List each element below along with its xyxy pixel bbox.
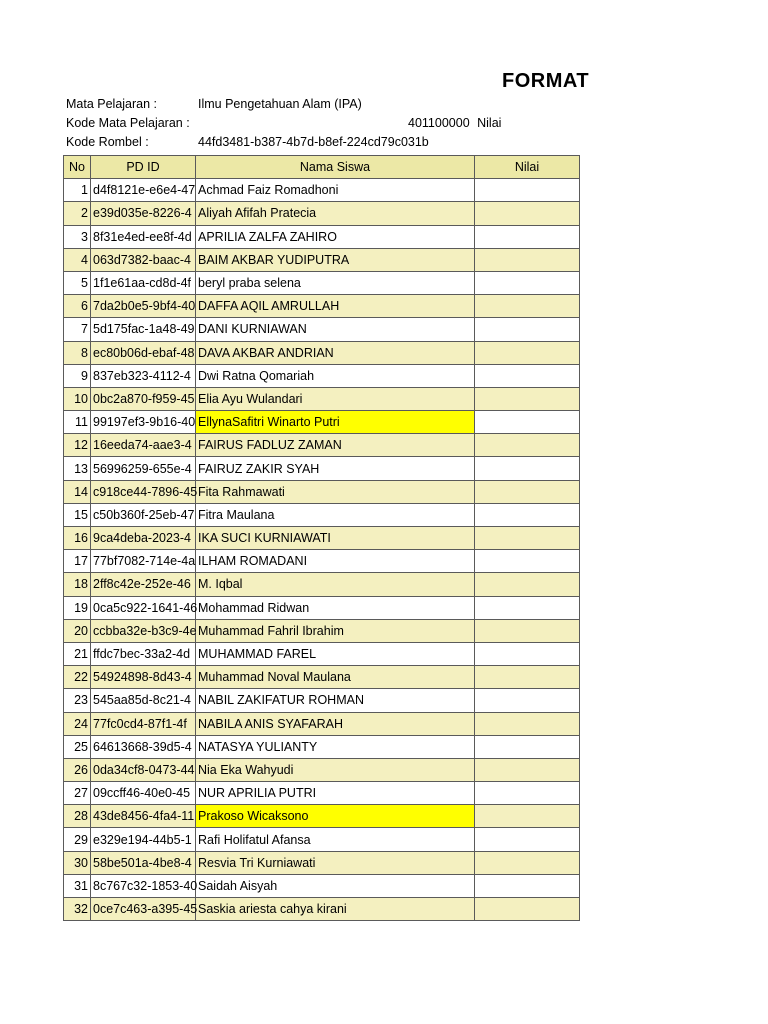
cell-nilai[interactable] [475,596,580,619]
cell-nilai[interactable] [475,874,580,897]
table-row [64,805,580,828]
cell-pd-id[interactable]: 0da34cf8-0473-44 [91,758,196,781]
cell-nama-siswa[interactable]: DAFFA AQIL AMRULLAH [196,295,475,318]
cell-nilai[interactable] [475,527,580,550]
table-row [64,851,580,874]
cell-nama-siswa[interactable]: NUR APRILIA PUTRI [196,782,475,805]
cell-nama-siswa[interactable]: FAIRUS FADLUZ ZAMAN [196,434,475,457]
table-row [64,248,580,271]
cell-pd-id[interactable]: 43de8456-4fa4-11 [91,805,196,828]
cell-no[interactable]: 23 [64,689,91,712]
cell-nama-siswa[interactable]: DAVA AKBAR ANDRIAN [196,341,475,364]
cell-nama-siswa[interactable]: Fitra Maulana [196,503,475,526]
cell-no[interactable]: 1 [64,179,91,202]
cell-pd-id[interactable]: 7da2b0e5-9bf4-40 [91,295,196,318]
cell-no[interactable]: 20 [64,619,91,642]
cell-pd-id[interactable]: c918ce44-7896-45 [91,480,196,503]
table-row [64,503,580,526]
page-title: FORMAT [502,70,590,92]
table-row [64,689,580,712]
cell-nama-siswa[interactable]: Nia Eka Wahyudi [196,758,475,781]
table-row [64,758,580,781]
cell-nama-siswa[interactable]: NABIL ZAKIFATUR ROHMAN [196,689,475,712]
cell-pd-id[interactable]: 1f1e61aa-cd8d-4f [91,271,196,294]
cell-nama-siswa[interactable]: NABILA ANIS SYAFARAH [196,712,475,735]
cell-pd-id[interactable]: 9ca4deba-2023-4 [91,527,196,550]
cell-no[interactable]: 22 [64,666,91,689]
table-header-row [64,156,580,179]
cell-nilai[interactable] [475,735,580,758]
cell-pd-id[interactable]: 56996259-655e-4 [91,457,196,480]
cell-nilai[interactable] [475,318,580,341]
rombel-label: Kode Rombel : [66,135,149,149]
cell-pd-id[interactable]: 77bf7082-714e-4a [91,550,196,573]
cell-nilai[interactable] [475,295,580,318]
table-row [64,666,580,689]
cell-nilai[interactable] [475,411,580,434]
cell-no[interactable]: 18 [64,573,91,596]
cell-no[interactable]: 32 [64,898,91,921]
cell-no[interactable]: 3 [64,225,91,248]
subject-code-value[interactable] [408,114,501,133]
cell-pd-id[interactable]: 77fc0cd4-87f1-4f [91,712,196,735]
cell-no[interactable]: 31 [64,874,91,897]
cell-no[interactable]: 12 [64,434,91,457]
cell-no[interactable]: 27 [64,782,91,805]
table-row [64,179,580,202]
cell-nama-siswa[interactable]: Rafi Holifatul Afansa [196,828,475,851]
subject-code-number: 401100000 [408,116,470,130]
cell-nama-siswa[interactable]: Dwi Ratna Qomariah [196,364,475,387]
cell-no[interactable]: 9 [64,364,91,387]
cell-pd-id[interactable]: 545aa85d-8c21-4 [91,689,196,712]
cell-nilai[interactable] [475,758,580,781]
cell-nilai[interactable] [475,503,580,526]
subject-label: Mata Pelajaran : [66,97,158,111]
cell-pd-id[interactable]: c50b360f-25eb-47 [91,503,196,526]
cell-no[interactable]: 4 [64,248,91,271]
table-row [64,271,580,294]
cell-pd-id[interactable]: e329e194-44b5-1 [91,828,196,851]
table-row [64,295,580,318]
cell-nilai[interactable] [475,619,580,642]
table-row [64,712,580,735]
cell-pd-id[interactable]: 16eeda74-aae3-4 [91,434,196,457]
cell-nilai[interactable] [475,805,580,828]
table-row [64,573,580,596]
header-pd-id[interactable]: PD ID [91,156,196,179]
cell-nilai[interactable] [475,666,580,689]
cell-nama-siswa[interactable]: Achmad Faiz Romadhoni [196,179,475,202]
cell-pd-id[interactable]: 8c767c32-1853-40 [91,874,196,897]
cell-nama-siswa[interactable]: DANI KURNIAWAN [196,318,475,341]
rombel-value[interactable]: 44fd3481-b387-4b7d-b8ef-224cd79c031b [198,135,429,149]
cell-nilai[interactable] [475,782,580,805]
cell-nilai[interactable] [475,341,580,364]
cell-nama-siswa[interactable]: APRILIA ZALFA ZAHIRO [196,225,475,248]
cell-no[interactable]: 30 [64,851,91,874]
cell-nama-siswa[interactable]: Resvia Tri Kurniawati [196,851,475,874]
table-row [64,828,580,851]
cell-no[interactable]: 14 [64,480,91,503]
cell-nama-siswa[interactable]: MUHAMMAD FAREL [196,642,475,665]
table-row [64,434,580,457]
cell-nilai[interactable] [475,387,580,410]
cell-no[interactable]: 7 [64,318,91,341]
cell-no[interactable]: 16 [64,527,91,550]
cell-nilai[interactable] [475,898,580,921]
table-row [64,411,580,434]
cell-nilai[interactable] [475,550,580,573]
cell-nilai[interactable] [475,457,580,480]
cell-nama-siswa[interactable]: beryl praba selena [196,271,475,294]
cell-nama-siswa[interactable]: FAIRUZ ZAKIR SYAH [196,457,475,480]
cell-nama-siswa[interactable]: Muhammad Noval Maulana [196,666,475,689]
cell-nama-siswa[interactable]: Elia Ayu Wulandari [196,387,475,410]
subject-value[interactable]: Ilmu Pengetahuan Alam (IPA) [198,97,362,111]
cell-nama-siswa[interactable]: Fita Rahmawati [196,480,475,503]
cell-nilai[interactable] [475,828,580,851]
cell-nilai[interactable] [475,712,580,735]
table-row [64,225,580,248]
cell-pd-id[interactable]: 063d7382-baac-4 [91,248,196,271]
table-row [64,898,580,921]
table-row [64,457,580,480]
cell-pd-id[interactable]: 837eb323-4112-4 [91,364,196,387]
cell-nilai[interactable] [475,480,580,503]
cell-nama-siswa[interactable]: Muhammad Fahril Ibrahim [196,619,475,642]
cell-nama-siswa[interactable]: EllynaSafitri Winarto Putri [196,411,475,434]
cell-nilai[interactable] [475,248,580,271]
cell-no[interactable]: 29 [64,828,91,851]
table-row [64,527,580,550]
cell-pd-id[interactable]: 8f31e4ed-ee8f-4d [91,225,196,248]
cell-nama-siswa[interactable]: IKA SUCI KURNIAWATI [196,527,475,550]
grades-table [63,155,580,921]
cell-no[interactable]: 21 [64,642,91,665]
cell-no[interactable]: 17 [64,550,91,573]
table-row [64,550,580,573]
cell-no[interactable]: 2 [64,202,91,225]
table-row [64,596,580,619]
header-nilai[interactable]: Nilai [475,156,580,179]
table-row [64,619,580,642]
cell-no[interactable]: 6 [64,295,91,318]
cell-pd-id[interactable]: ccbba32e-b3c9-4e [91,619,196,642]
cell-no[interactable]: 15 [64,503,91,526]
table-row [64,782,580,805]
cell-nilai[interactable] [475,271,580,294]
cell-nama-siswa[interactable]: Saskia ariesta cahya kirani [196,898,475,921]
table-row [64,341,580,364]
cell-pd-id[interactable]: ec80b06d-ebaf-48 [91,341,196,364]
cell-nama-siswa[interactable]: Saidah Aisyah [196,874,475,897]
cell-nilai[interactable] [475,689,580,712]
cell-pd-id[interactable]: 99197ef3-9b16-40 [91,411,196,434]
cell-pd-id[interactable]: 64613668-39d5-4 [91,735,196,758]
table-row [64,874,580,897]
cell-pd-id[interactable]: ffdc7bec-33a2-4d [91,642,196,665]
cell-nama-siswa[interactable]: NATASYA YULIANTY [196,735,475,758]
table-row [64,735,580,758]
table-row [64,480,580,503]
cell-no[interactable]: 24 [64,712,91,735]
header-no[interactable]: No [64,156,91,179]
table-row [64,202,580,225]
nilai-label: Nilai [477,116,502,130]
cell-nilai[interactable] [475,851,580,874]
cell-pd-id[interactable]: d4f8121e-e6e4-47 [91,179,196,202]
cell-no[interactable]: 19 [64,596,91,619]
cell-no[interactable]: 10 [64,387,91,410]
cell-no[interactable]: 28 [64,805,91,828]
cell-pd-id[interactable]: 0bc2a870-f959-45 [91,387,196,410]
cell-no[interactable]: 25 [64,735,91,758]
cell-nilai[interactable] [475,642,580,665]
cell-pd-id[interactable]: e39d035e-8226-4 [91,202,196,225]
cell-no[interactable]: 13 [64,457,91,480]
cell-pd-id[interactable]: 2ff8c42e-252e-46 [91,573,196,596]
cell-nilai[interactable] [475,434,580,457]
cell-nilai[interactable] [475,202,580,225]
subject-code-label: Kode Mata Pelajaran : [66,116,190,130]
cell-nilai[interactable] [475,364,580,387]
cell-nama-siswa[interactable]: ILHAM ROMADANI [196,550,475,573]
cell-no[interactable]: 5 [64,271,91,294]
cell-nama-siswa[interactable]: BAIM AKBAR YUDIPUTRA [196,248,475,271]
cell-nilai[interactable] [475,573,580,596]
cell-pd-id[interactable]: 09ccff46-40e0-45 [91,782,196,805]
cell-pd-id[interactable]: 0ca5c922-1641-46 [91,596,196,619]
cell-pd-id[interactable]: 58be501a-4be8-4 [91,851,196,874]
table-row [64,387,580,410]
table-row [64,364,580,387]
cell-no[interactable]: 8 [64,341,91,364]
table-row [64,642,580,665]
cell-nilai[interactable] [475,179,580,202]
cell-pd-id[interactable]: 0ce7c463-a395-45 [91,898,196,921]
cell-pd-id[interactable]: 5d175fac-1a48-49 [91,318,196,341]
cell-nama-siswa[interactable]: Mohammad Ridwan [196,596,475,619]
cell-no[interactable]: 11 [64,411,91,434]
table-row [64,318,580,341]
cell-pd-id[interactable]: 54924898-8d43-4 [91,666,196,689]
cell-nama-siswa[interactable]: Prakoso Wicaksono [196,805,475,828]
header-nama-siswa[interactable]: Nama Siswa [196,156,475,179]
cell-no[interactable]: 26 [64,758,91,781]
cell-nama-siswa[interactable]: Aliyah Afifah Pratecia [196,202,475,225]
cell-nilai[interactable] [475,225,580,248]
cell-nama-siswa[interactable]: M. Iqbal [196,573,475,596]
